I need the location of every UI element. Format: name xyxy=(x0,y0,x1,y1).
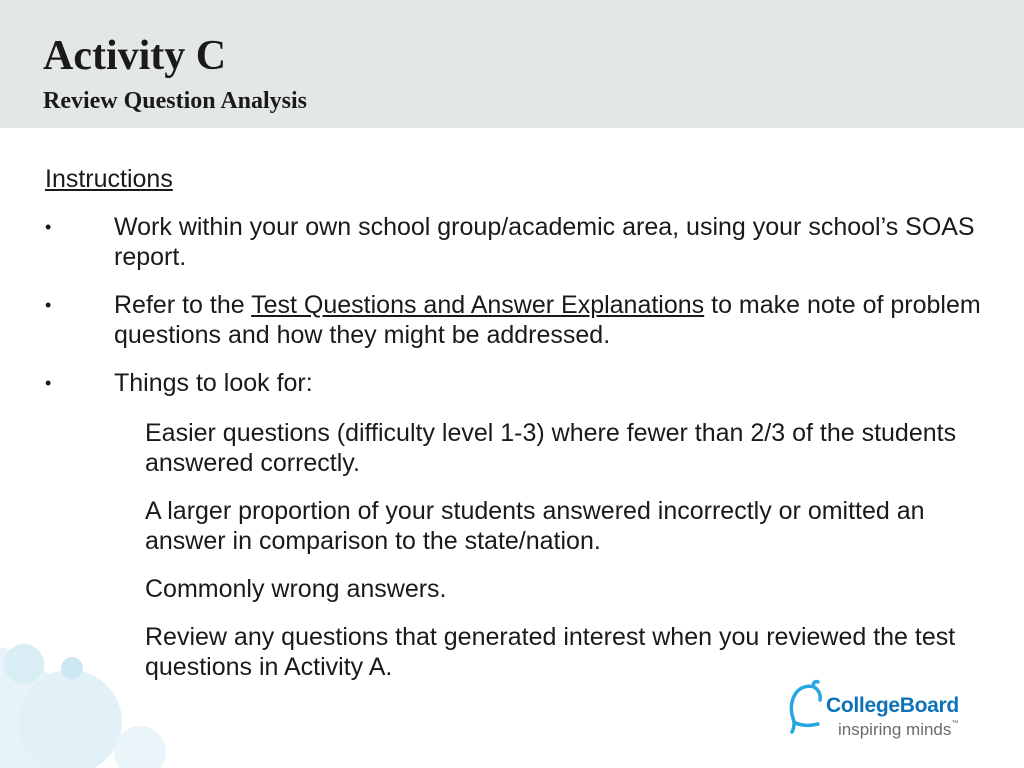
trademark: ™ xyxy=(951,720,959,727)
instructions-heading: Instructions xyxy=(45,165,173,193)
bubble-bottom xyxy=(114,726,166,768)
logo-tagline-text: inspiring minds xyxy=(838,720,952,739)
logo-tagline xyxy=(838,720,958,740)
acorn-icon xyxy=(788,678,828,740)
sub-item: Commonly wrong answers. xyxy=(145,575,447,603)
bubble-tiny xyxy=(61,657,83,679)
bubble-medium xyxy=(18,670,122,768)
bullet-marker: • xyxy=(45,217,52,237)
bullet-text-before: Refer to the xyxy=(114,291,252,319)
sub-item: Easier questions (difficulty level 1-3) where fewer than 2/3 of the students answered correctly. xyxy=(145,419,957,477)
bullet-marker: • xyxy=(45,373,52,393)
bullet-text: Work within your own school group/academic area, using your school’s SOAS report. xyxy=(114,213,975,271)
sub-item: Review any questions that generated interest when you reviewed the test questions in Activity A. xyxy=(145,623,956,681)
bullet-marker: • xyxy=(45,295,52,315)
bullet-text: Things to look for: xyxy=(114,369,313,397)
bubble-large xyxy=(0,645,75,768)
slide-title: Activity C xyxy=(43,33,227,79)
bullet-text xyxy=(114,290,994,350)
bullet-text-after: to make note of problem questions and how they might be addressed. xyxy=(114,291,981,349)
test-questions-link[interactable]: Test Questions and Answer Explanations xyxy=(251,291,705,319)
bubble-small xyxy=(4,644,44,684)
collegeboard-logo xyxy=(788,676,998,746)
sub-item: A larger proportion of your students answered incorrectly or omitted an answer in comparison to the state/nation. xyxy=(145,497,925,555)
slide-subtitle: Review Question Analysis xyxy=(43,88,308,114)
logo-wordmark: CollegeBoard xyxy=(826,694,959,717)
header-band xyxy=(0,0,1024,128)
